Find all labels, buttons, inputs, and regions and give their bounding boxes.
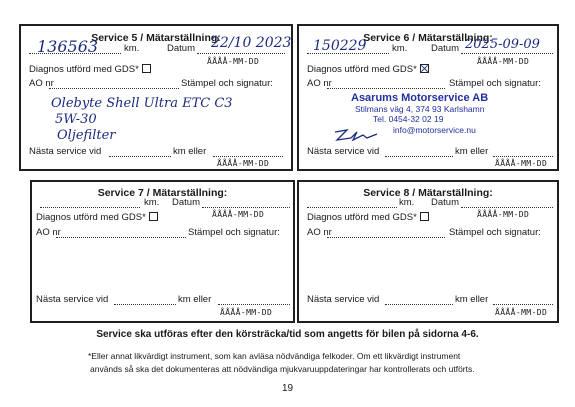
service-6-card [297,24,559,171]
service-6-diag: Diagnos utförd med GDS* [307,64,429,75]
service-7-datum-label: Datum [172,197,200,208]
service-5-next-label: Nästa service vid [29,146,102,157]
service-5-diag: Diagnos utförd med GDS* [29,64,151,75]
service-7-ao-label: AO nr [36,227,61,238]
service-5-stamp-label: Stämpel och signatur: [181,78,273,89]
service-5-datum-label: Datum [167,43,195,54]
signature-mark [333,126,379,146]
service-6-diag-checkbox[interactable] [420,64,429,73]
service-8-next-format: ÅÅÅÅ-MM-DD [495,308,548,317]
service-6-datum-value: 2025-09-09 [465,37,540,52]
service-5-km-value: 136563 [37,37,99,56]
service-8-diag-checkbox[interactable] [420,212,429,221]
service-8-date-format: ÅÅÅÅ-MM-DD [477,210,530,219]
service-5-datum-value: 22/10 2023 [211,35,292,51]
service-6-next-label: Nästa service vid [307,146,380,157]
service-8-next-label: Nästa service vid [307,294,380,305]
service-5-diag-checkbox[interactable] [142,64,151,73]
stamp-email: info@motorservice.nu [393,125,476,135]
service-8-next-km: km eller [455,294,489,305]
service-5-card [19,24,293,171]
footnote [88,350,508,376]
service-7-next-label: Nästa service vid [36,294,109,305]
service-5-ao-label: AO nr [29,78,54,89]
stamp-address: Stilmans väg 4, 374 93 Karlshamn [355,104,485,114]
service-7-diag-checkbox[interactable] [149,212,158,221]
service-instruction: Service ska utföras efter den körsträcka/tid som angetts för bilen på sidorna 4-6. [96,329,479,340]
service-5-title: Service 5 / Mätarställning: [91,32,221,44]
service-5-km-label: km. [124,43,140,54]
service-8-card [297,180,559,323]
service-8-diag: Diagnos utförd med GDS* [307,212,429,223]
service-6-km-value: 150229 [313,38,367,54]
page-number: 19 [281,383,294,394]
service-7-diag: Diagnos utförd med GDS* [36,212,158,223]
footnote-line-1: *Eller annat likvärdigt instrument, som kan avläsa nödvändiga felkoder. Om ett likvärdigt instrument [88,351,461,361]
service-7-km-label: km. [144,197,160,208]
service-7-next-km: km eller [178,294,212,305]
service-8-ao-label: AO nr [307,227,332,238]
service-6-km-label: km. [392,43,408,54]
stamp-company-name: Asarums Motorservice AB [351,92,489,104]
service-5-note-1: Olebyte Shell Ultra ETC C3 [51,96,233,111]
stamp-phone: Tel. 0454-32 02 19 [373,114,444,124]
service-8-stamp-label: Stämpel och signatur: [449,227,541,238]
service-7-next-format: ÅÅÅÅ-MM-DD [220,308,273,317]
service-7-title: Service 7 / Mätarställning: [97,187,228,199]
service-6-ao-label: AO nr [307,78,332,89]
service-6-datum-label: Datum [431,43,459,54]
service-5-note-3: Oljefilter [57,128,116,143]
service-7-card [30,180,295,323]
footnote-line-2: används så ska det dokumenteras att nödvändiga mjukvaruuppdateringar har kontrollerats och utförts. [90,364,475,374]
service-5-next-format: ÅÅÅÅ-MM-DD [217,159,270,168]
service-6-title: Service 6 / Mätarställning: [363,32,493,44]
service-8-datum-label: Datum [431,197,459,208]
service-6-date-format: ÅÅÅÅ-MM-DD [477,57,530,66]
service-5-date-format: ÅÅÅÅ-MM-DD [207,57,260,66]
service-6-next-km: km eller [455,146,489,157]
service-7-date-format: ÅÅÅÅ-MM-DD [212,210,265,219]
service-8-km-label: km. [399,197,415,208]
service-5-next-km: km eller [173,146,207,157]
service-6-stamp-label: Stämpel och signatur: [449,78,541,89]
service-7-stamp-label: Stämpel och signatur: [188,227,280,238]
service-8-title: Service 8 / Mätarställning: [363,187,493,199]
service-6-next-format: ÅÅÅÅ-MM-DD [495,159,548,168]
service-5-note-2: 5W-30 [55,112,97,127]
